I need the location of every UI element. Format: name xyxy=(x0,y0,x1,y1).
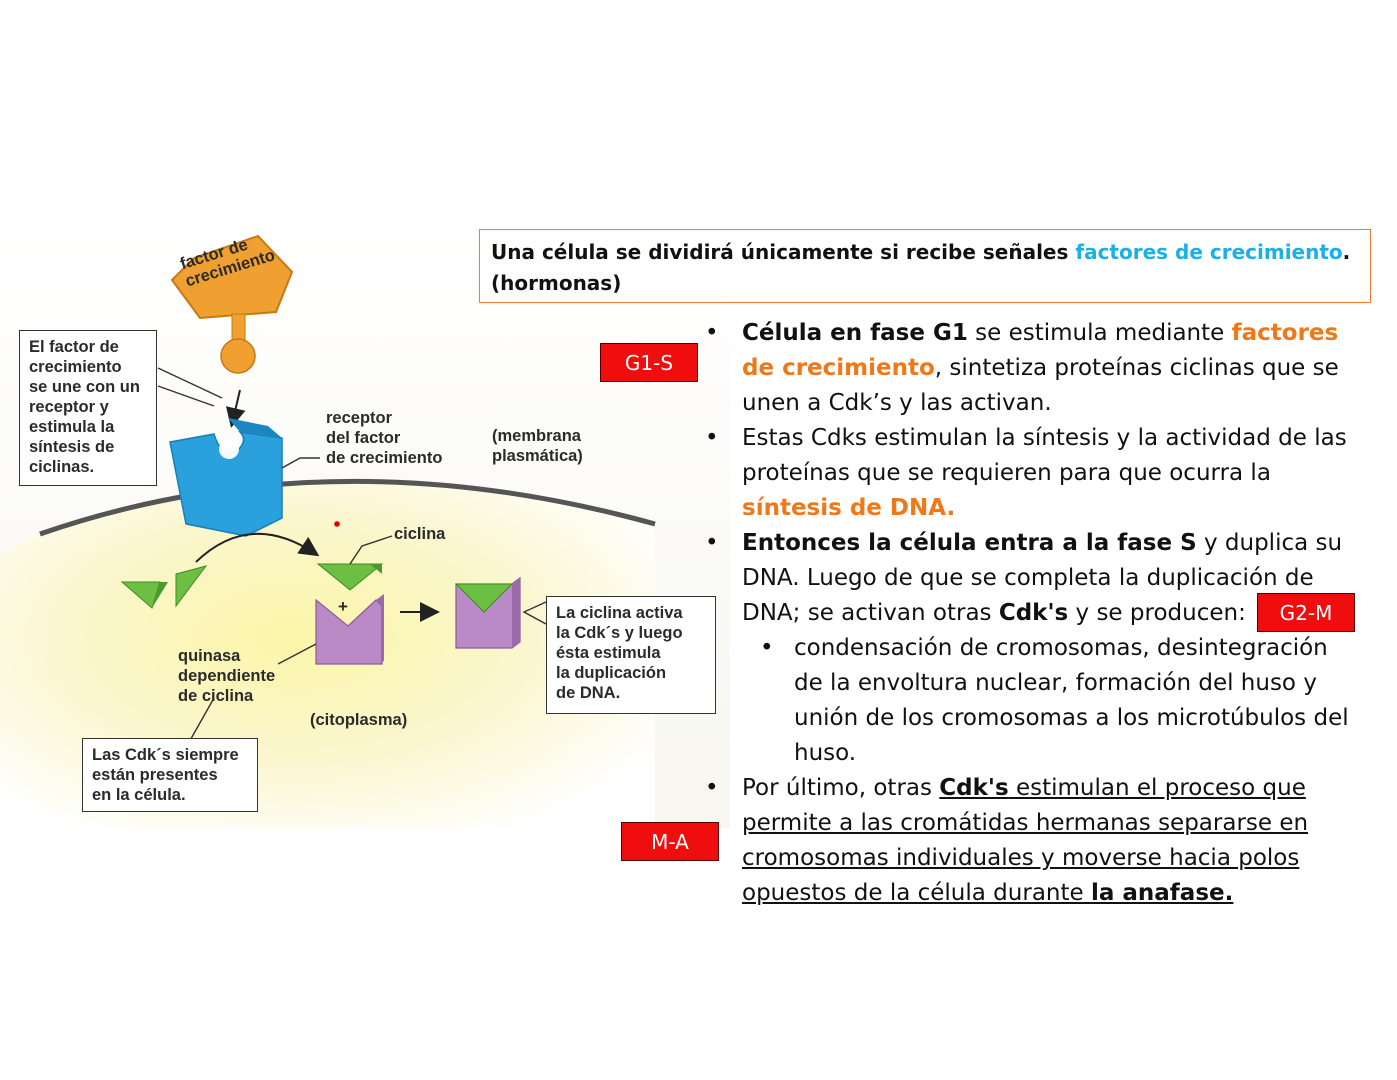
active-cdk-complex-icon xyxy=(456,578,520,648)
headline-line-1 xyxy=(491,237,1359,268)
bullet-s-text-2: y se producen: xyxy=(1068,600,1246,626)
bullet-g1-highlight: factores de crecimiento xyxy=(742,320,1339,381)
bullet-dot: • xyxy=(705,320,719,346)
cell-cycle-diagram xyxy=(0,228,730,828)
tag-g1-s: G1-S xyxy=(600,343,698,382)
cytoplasm-label: (citoplasma) xyxy=(310,711,408,729)
bullet-s-bold: Entonces la célula entra a la fase S xyxy=(742,530,1197,556)
tag-m-a: M-A xyxy=(621,822,719,861)
tag-g2-m: G2-M xyxy=(1257,593,1355,632)
bullet-g1-text-1: se estimula mediante xyxy=(967,320,1232,346)
plus-sign: + xyxy=(338,597,348,616)
kinase-label: quinasa dependiente de ciclina xyxy=(178,647,276,705)
bullet-g1 xyxy=(705,316,1355,421)
callout-cyclin: La ciclina activa la Cdk´s y luego ésta estimula la duplicación de DNA. xyxy=(546,596,716,714)
membrane-label: (membrana plasmática) xyxy=(492,427,583,465)
bullet-dot: • xyxy=(705,530,719,556)
bullet-anaphase-text-2: estimulan el proceso que permite a las cromátidas hermanas separarse en cromosomas individuales y moverse hacia polos opuestos de la célula durante xyxy=(742,775,1309,906)
headline-text: Una célula se dividirá únicamente si recibe señales xyxy=(491,240,1076,264)
bullet-g1-text-2: , sintetiza proteínas ciclinas que se unen a Cdk’s y las activan. xyxy=(742,355,1339,416)
cyclin-label: ciclina xyxy=(394,525,446,543)
bullet-anaphase-text-1: Por último, otras xyxy=(742,775,940,801)
bullet-cdks-highlight: síntesis de DNA. xyxy=(742,495,956,521)
bullet-dot: • xyxy=(705,775,719,801)
headline-period: . xyxy=(1342,240,1351,264)
bullet-s-bold-2: Cdk's xyxy=(998,600,1069,626)
bullet-dot: • xyxy=(705,425,719,451)
bullet-s-text-1: y duplica su DNA. Luego de que se completa la duplicación de DNA; se activan otras xyxy=(742,530,1343,626)
sub-bullet-condensation xyxy=(705,631,1355,771)
bullet-anaphase-bold: Cdk's xyxy=(939,775,1009,801)
headline-highlight: factores de crecimiento xyxy=(1075,240,1343,264)
callout-cdk: Las Cdk´s siempre están presentes en la célula. xyxy=(82,738,258,812)
headline-line-2: (hormonas) xyxy=(491,271,622,295)
bullet-anaphase-bold-2: la anafase. xyxy=(1090,880,1234,906)
bullet-anaphase xyxy=(705,771,1355,911)
headline-box xyxy=(479,229,1371,303)
bullet-g1-bold: Célula en fase G1 xyxy=(742,320,968,346)
red-dot xyxy=(334,521,340,527)
sub-bullet-text: condensación de cromosomas, desintegración de la envoltura nuclear, formación del huso y unión de los cromosomas a los microtúbulos del huso. xyxy=(794,635,1349,766)
growth-factor-label: factor de crecimiento xyxy=(178,235,278,291)
callout-factor: El factor de crecimiento se une con un receptor y estimula la síntesis de ciclinas. xyxy=(19,330,157,486)
bullet-cdks xyxy=(705,421,1355,526)
receptor-label: receptor del factor de crecimiento xyxy=(326,409,443,467)
bullet-dot: • xyxy=(760,635,774,661)
bullet-cdks-text: Estas Cdks estimulan la síntesis y la actividad de las proteínas que se requieren para que ocurra la xyxy=(742,425,1347,486)
